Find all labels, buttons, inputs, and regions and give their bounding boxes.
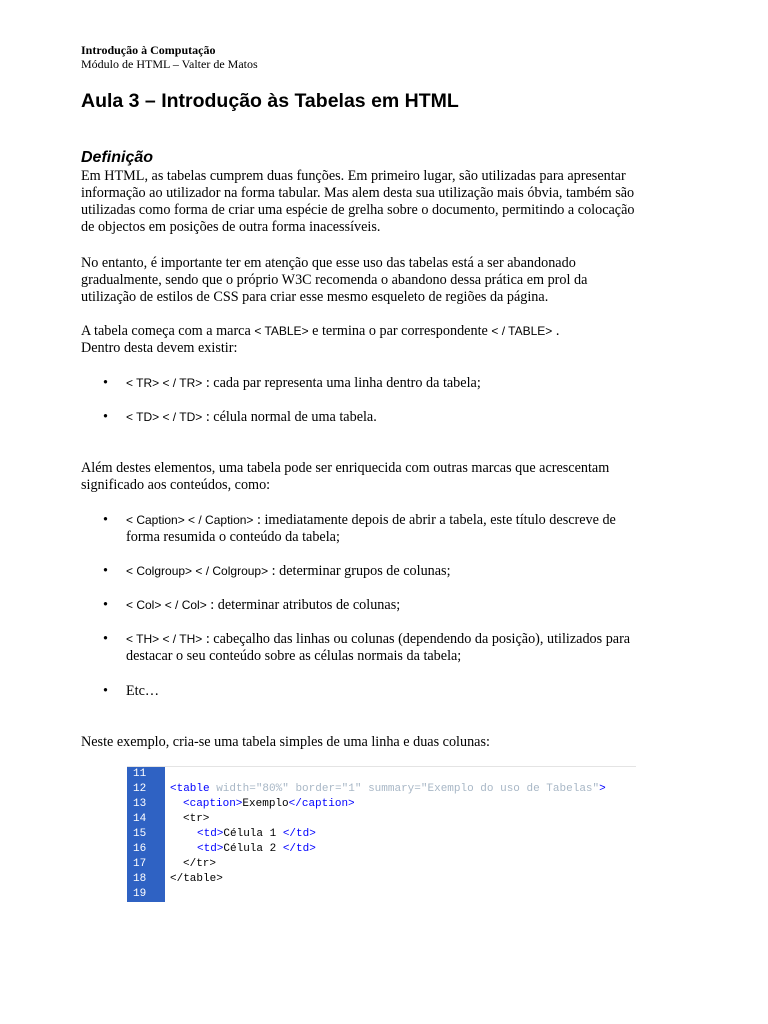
text-line: informação ao utilizador na forma tabular. Mas alem desta sua utilização mais óbvia, também são bbox=[81, 185, 635, 201]
html-tag: < Caption> < / Caption> bbox=[126, 513, 254, 527]
line-number: 19 bbox=[133, 888, 147, 900]
item-text: : célula normal de uma tabela. bbox=[202, 409, 377, 425]
bullet-icon: • bbox=[103, 631, 108, 647]
module-header: Módulo de HTML – Valter de Matos bbox=[81, 57, 258, 71]
bullet-icon: • bbox=[103, 409, 108, 425]
code-tag: <caption> bbox=[183, 798, 243, 810]
code-value: "80%" bbox=[255, 783, 289, 795]
code-text: Célula 2 bbox=[223, 843, 283, 855]
line-number: 14 bbox=[133, 813, 147, 825]
text-line: gradualmente, sendo que o próprio W3C recomenda o abandono dessa prática em prol da bbox=[81, 272, 588, 288]
html-tag: < TR> < / TR> bbox=[126, 376, 203, 390]
bullet-icon: • bbox=[103, 683, 108, 699]
code-attr: border= bbox=[288, 783, 342, 795]
code-listing bbox=[127, 766, 636, 902]
code-value: "Exemplo do uso de Tabelas" bbox=[420, 783, 600, 795]
paragraph-extra-elements bbox=[81, 460, 721, 494]
html-tag: < TD> < / TD> bbox=[126, 410, 203, 424]
text-line: Além destes elementos, uma tabela pode ser enriquecida com outras marcas que acrescentam bbox=[81, 460, 610, 476]
line-number: 11 bbox=[133, 768, 147, 780]
bullet-icon: • bbox=[103, 375, 108, 391]
item-text: Etc… bbox=[126, 683, 160, 699]
text-segment: . bbox=[552, 323, 560, 339]
paragraph-table-tag bbox=[81, 323, 721, 357]
item-text: : imediatamente depois de abrir a tabela, este título descreve de bbox=[253, 512, 616, 528]
code-line bbox=[127, 827, 636, 842]
text-segment: A tabela começa com a marca bbox=[81, 323, 255, 339]
code-text: Célula 1 bbox=[223, 828, 283, 840]
section-title: Definição bbox=[81, 149, 154, 166]
text-line: No entanto, é importante ter em atenção que esse uso das tabelas está a ser abandonado bbox=[81, 255, 576, 271]
code-tag: </td> bbox=[282, 828, 316, 840]
text-segment: e termina o par correspondente bbox=[308, 323, 492, 339]
code-value: "1" bbox=[341, 783, 362, 795]
text-line: utilização de estilos de CSS para criar esse mesmo esqueleto de regiões da página. bbox=[81, 289, 549, 305]
html-tag: < Col> < / Col> bbox=[126, 598, 207, 612]
code-text: Exemplo bbox=[242, 798, 289, 810]
code-tag: <table bbox=[170, 783, 210, 795]
html-tag: < TH> < / TH> bbox=[126, 632, 203, 646]
item-text-continued: forma resumida o conteúdo da tabela; bbox=[126, 529, 340, 545]
code-tag: </td> bbox=[282, 843, 316, 855]
course-header: Introdução à Computação bbox=[81, 43, 216, 57]
code-tag: </caption> bbox=[288, 798, 355, 810]
html-tag: < TABLE> bbox=[254, 324, 309, 338]
line-number: 13 bbox=[133, 798, 147, 810]
item-text: : cabeçalho das linhas ou colunas (dependendo da posição), utilizados para bbox=[202, 631, 631, 647]
text-line: Em HTML, as tabelas cumprem duas funções. Em primeiro lugar, são utilizadas para apresentar bbox=[81, 168, 626, 184]
code-tag: </table> bbox=[170, 873, 223, 885]
code-tag: <td> bbox=[197, 843, 224, 855]
page-title: Aula 3 – Introdução às Tabelas em HTML bbox=[81, 90, 459, 112]
bullet-icon: • bbox=[103, 597, 108, 613]
paragraph-example-intro bbox=[81, 734, 721, 751]
code-tag: <tr> bbox=[183, 813, 210, 825]
paragraph-definition bbox=[81, 168, 721, 236]
code-tag: </tr> bbox=[183, 858, 217, 870]
code-attr: width= bbox=[209, 783, 256, 795]
code-tag: <td> bbox=[197, 828, 224, 840]
item-text: : determinar atributos de colunas; bbox=[206, 597, 401, 613]
paragraph-w3c bbox=[81, 255, 721, 306]
line-number: 16 bbox=[133, 843, 147, 855]
code-line bbox=[127, 857, 636, 872]
code-line bbox=[127, 782, 636, 797]
item-text: : cada par representa uma linha dentro da tabela; bbox=[202, 375, 481, 391]
item-text: : determinar grupos de colunas; bbox=[268, 563, 451, 579]
html-tag: < Colgroup> < / Colgroup> bbox=[126, 564, 269, 578]
text-line: Neste exemplo, cria-se uma tabela simples de uma linha e duas colunas: bbox=[81, 734, 490, 750]
line-number: 18 bbox=[133, 873, 147, 885]
code-tag: > bbox=[599, 783, 606, 795]
code-line bbox=[127, 872, 636, 887]
code-line bbox=[127, 887, 636, 902]
text-line: utilizadas como forma de criar uma espécie de grelha sobre o documento, permitindo a colocação bbox=[81, 202, 635, 218]
code-attr: summary= bbox=[361, 783, 421, 795]
line-number: 12 bbox=[133, 783, 147, 795]
html-tag: < / TABLE> bbox=[491, 324, 553, 338]
item-text-continued: destacar o seu conteúdo sobre as células normais da tabela; bbox=[126, 648, 462, 664]
line-number: 17 bbox=[133, 858, 147, 870]
line-number: 15 bbox=[133, 828, 147, 840]
bullet-icon: • bbox=[103, 512, 108, 528]
text-line: de objectos em posições de outra forma inacessíveis. bbox=[81, 219, 381, 235]
text-line: significado aos conteúdos, como: bbox=[81, 477, 271, 493]
text-line bbox=[81, 323, 721, 340]
bullet-icon: • bbox=[103, 563, 108, 579]
text-line: Dentro desta devem existir: bbox=[81, 340, 238, 356]
code-line bbox=[127, 797, 636, 812]
code-line bbox=[127, 842, 636, 857]
code-line bbox=[127, 812, 636, 827]
code-line bbox=[127, 767, 636, 782]
